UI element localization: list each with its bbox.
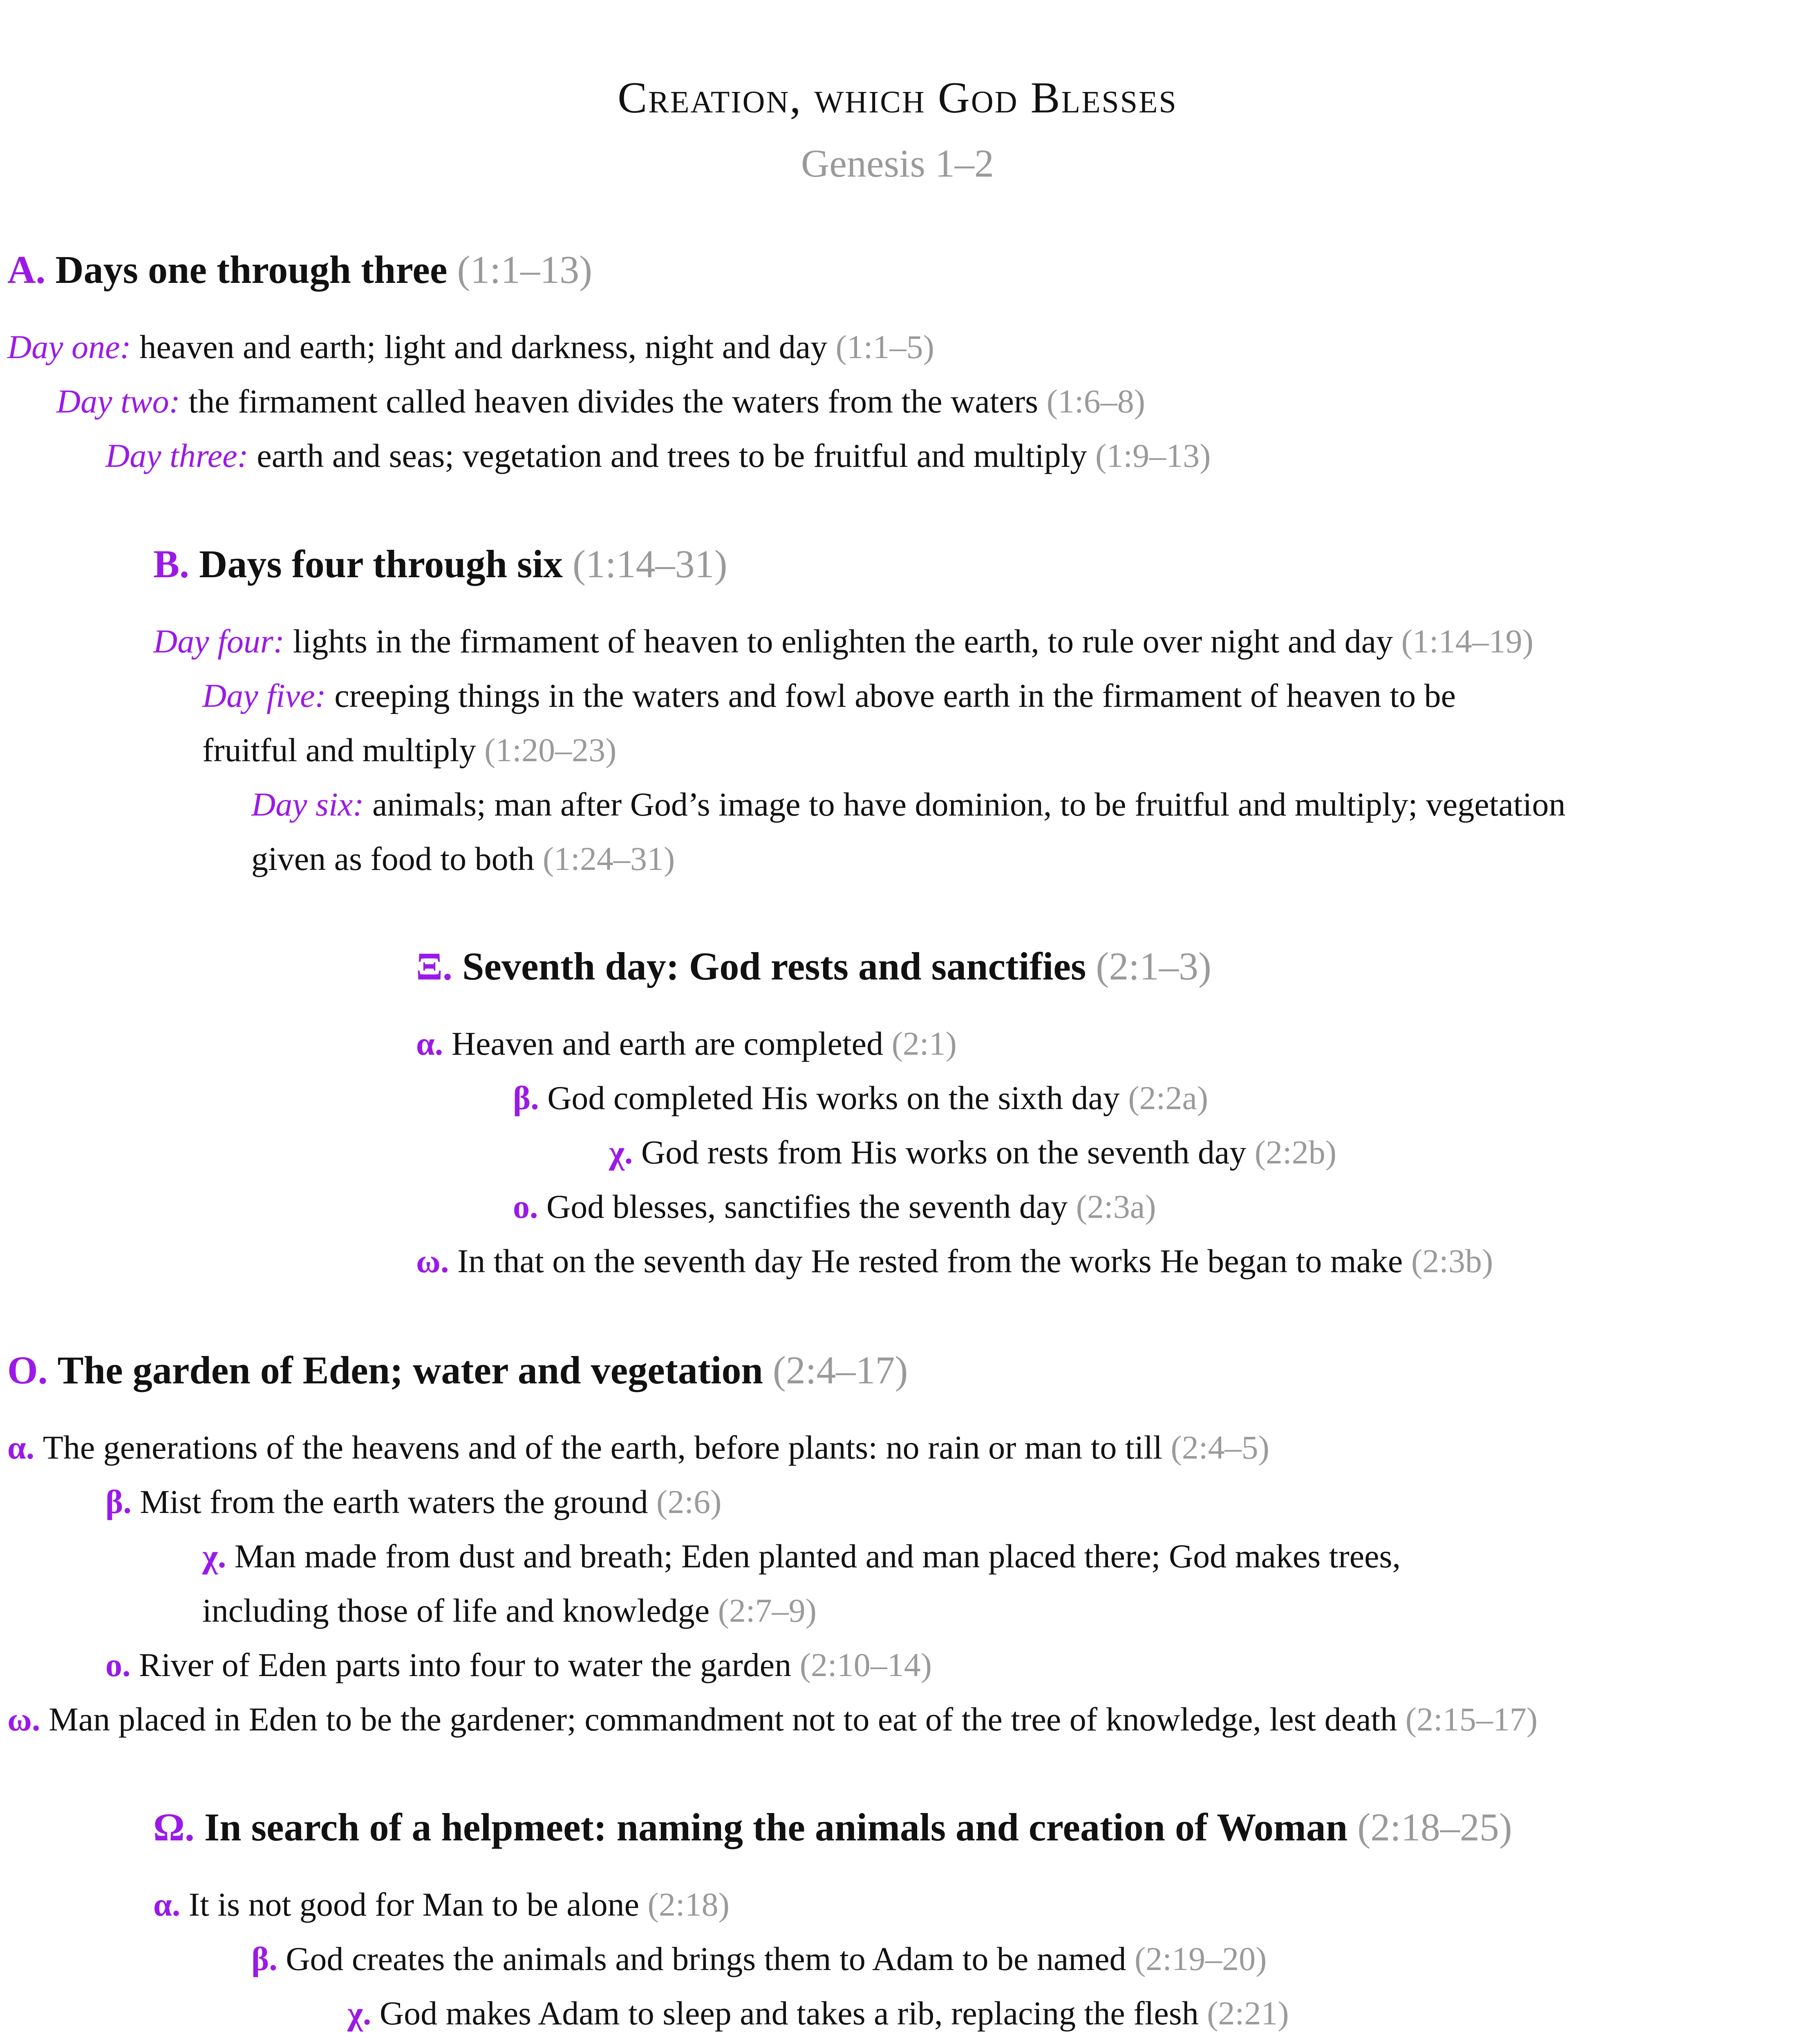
outline-item — [251, 2041, 1238, 2044]
outline-item — [347, 1986, 1289, 2040]
outline-item — [153, 614, 1533, 668]
item-text: creeping things in the waters and fowl above earth in the firmament of heaven to be — [334, 677, 1456, 714]
outline-item — [416, 1017, 957, 1071]
item-text: heaven and earth; light and darkness, night and day — [139, 328, 828, 365]
item-text: God blesses, sanctifies the seventh day — [546, 1188, 1068, 1225]
item-text: earth and seas; vegetation and trees to be fruitful and multiply — [257, 437, 1087, 474]
item-text: God rests from His works on the seventh day — [641, 1134, 1247, 1171]
item-text: including those of life and knowledge — [202, 1592, 710, 1629]
verse-ref: (1:1–13) — [457, 248, 593, 291]
verse-ref: (2:3a) — [1076, 1188, 1156, 1225]
verse-ref: (2:2b) — [1254, 1134, 1337, 1171]
section-marker: O. — [7, 1348, 48, 1392]
verse-ref: (2:21) — [1207, 1995, 1289, 2032]
outline-item — [7, 1421, 1269, 1475]
item-label: β. — [513, 1079, 539, 1116]
item-label: ω. — [416, 1242, 449, 1280]
item-label: ω. — [7, 1701, 40, 1738]
item-label: α. — [153, 1886, 181, 1923]
verse-ref: (2:2a) — [1128, 1079, 1209, 1116]
verse-ref: (1:9–13) — [1095, 437, 1211, 474]
section-title: Days four through six — [199, 542, 563, 586]
verse-ref: (2:18–25) — [1357, 1805, 1512, 1849]
verse-ref: (2:1) — [891, 1025, 957, 1062]
section-title: Days one through three — [55, 248, 448, 291]
section-title: The garden of Eden; water and vegetation — [57, 1348, 763, 1392]
outline-item — [7, 1692, 1538, 1746]
item-text: Heaven and earth are completed — [451, 1025, 884, 1062]
item-text: God creates the animals and brings them to Adam to be named — [286, 1940, 1126, 1977]
outline-item — [105, 1475, 721, 1529]
item-label: ο. — [105, 1646, 131, 1683]
verse-ref: (1:14–19) — [1401, 623, 1534, 660]
item-text: Mist from the earth waters the ground — [140, 1483, 648, 1520]
item-label: χ. — [202, 1537, 226, 1575]
item-label: χ. — [347, 1995, 372, 2032]
outline-item — [105, 429, 1211, 483]
page-subtitle: Genesis 1–2 — [801, 141, 994, 185]
section-title: Seventh day: God rests and sanctifies — [462, 944, 1086, 988]
outline-item — [153, 1878, 730, 1932]
item-label: Day five: — [202, 677, 326, 714]
outline-item — [56, 374, 1145, 428]
section-marker: Ω. — [153, 1805, 195, 1849]
item-text: God completed His works on the sixth day — [547, 1079, 1120, 1116]
section-marker: A. — [7, 248, 46, 291]
item-label: Day two: — [56, 383, 180, 420]
outline-item — [202, 1529, 1401, 1583]
verse-ref: (1:6–8) — [1046, 383, 1146, 420]
verse-ref: (2:19–20) — [1135, 1940, 1267, 1977]
item-label: ο. — [513, 1188, 538, 1225]
item-label: Day six: — [251, 786, 364, 823]
item-text: God makes Adam to sleep and takes a rib, replacing the flesh — [379, 1995, 1199, 2032]
verse-ref: (2:15–17) — [1405, 1701, 1538, 1738]
item-label: β. — [105, 1483, 132, 1520]
section-marker: Ξ. — [416, 944, 453, 988]
outline-item — [609, 1125, 1336, 1179]
verse-ref: (1:20–23) — [484, 731, 617, 769]
item-label: Day three: — [105, 437, 248, 474]
verse-ref: (2:4–5) — [1171, 1429, 1269, 1466]
outline-item-continuation — [202, 723, 616, 777]
section-heading-a — [7, 241, 592, 298]
outline-item — [105, 1638, 932, 1692]
outline-item — [251, 778, 1565, 831]
item-label: Day one: — [7, 328, 131, 365]
item-text: Man placed in Eden to be the gardener; commandment not to eat of the tree of knowledge, lest death — [48, 1701, 1397, 1738]
verse-ref: (2:10–14) — [799, 1646, 932, 1683]
outline-item — [7, 320, 934, 374]
item-label: Day four: — [153, 623, 285, 660]
item-label: α. — [416, 1025, 443, 1062]
item-label: α. — [7, 1429, 35, 1466]
item-text: River of Eden parts into four to water the garden — [139, 1646, 792, 1683]
item-text: given as food to both — [251, 840, 535, 877]
item-text: It is not good for Man to be alone — [188, 1886, 640, 1923]
item-text: lights in the firmament of heaven to enlighten the earth, to rule over night and day — [293, 623, 1393, 660]
item-text: Man made from dust and breath; Eden planted and man placed there; God makes trees, — [234, 1537, 1401, 1575]
outline-item — [513, 1180, 1156, 1234]
item-text: In that on the seventh day He rested from the works He began to make — [457, 1242, 1403, 1280]
verse-ref: (2:1–3) — [1096, 944, 1211, 988]
page-title: Creation, which God Blesses — [618, 74, 1177, 122]
outline-item-continuation — [251, 832, 675, 886]
verse-ref: (2:7–9) — [718, 1592, 817, 1629]
verse-ref: (2:3b) — [1411, 1242, 1493, 1280]
item-text: fruitful and multiply — [202, 731, 476, 769]
outline-item — [202, 669, 1456, 723]
verse-ref: (1:24–31) — [542, 840, 675, 877]
verse-ref: (2:4–17) — [772, 1348, 908, 1392]
section-title: In search of a helpmeet: naming the animals and creation of Woman — [204, 1805, 1348, 1849]
item-text: The generations of the heavens and of the earth, before plants: no rain or man to till — [43, 1429, 1162, 1466]
item-label: β. — [251, 1940, 278, 1977]
section-heading-xi — [416, 938, 1211, 995]
verse-ref: (1:1–5) — [835, 328, 934, 365]
section-marker: B. — [153, 542, 190, 586]
section-heading-o — [7, 1342, 908, 1399]
outline-item — [251, 1932, 1267, 1986]
verse-ref: (1:14–31) — [573, 542, 727, 586]
item-text: animals; man after God’s image to have dominion, to be fruitful and multiply; vegetation — [372, 786, 1566, 823]
section-heading-b — [153, 536, 727, 593]
verse-ref: (2:6) — [656, 1483, 722, 1520]
section-heading-omega — [153, 1799, 1512, 1856]
verse-ref: (2:18) — [647, 1886, 730, 1923]
outline-item — [416, 1234, 1493, 1288]
item-text: the firmament called heaven divides the waters from the waters — [188, 383, 1039, 420]
outline-item-continuation — [202, 1584, 817, 1638]
outline-item — [513, 1071, 1208, 1125]
item-label: χ. — [609, 1134, 633, 1171]
